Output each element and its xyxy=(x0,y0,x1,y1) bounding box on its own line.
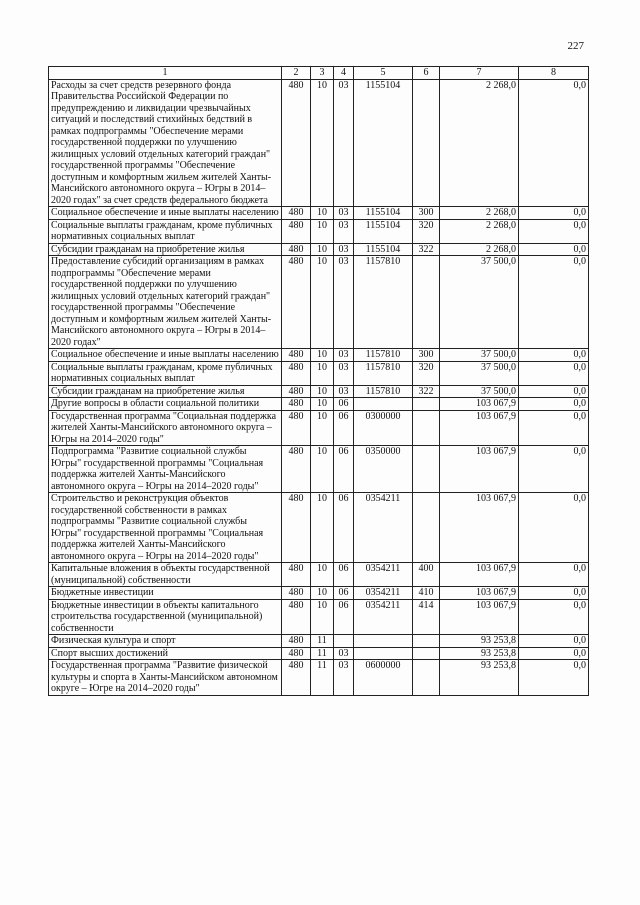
amount-cell: 37 500,0 xyxy=(440,385,519,398)
amount-cell: 2 268,0 xyxy=(440,219,519,243)
page-number: 227 xyxy=(567,40,584,52)
column-header: 2 xyxy=(282,67,311,80)
section-code-cell: 10 xyxy=(311,207,334,220)
row-name-cell: Подпрограмма "Развитие социальной службы Югры" государственной программы "Социальная поддержка жителей Ханты-Мансийского автономного округа – Югры на 2014–2020 годы" xyxy=(49,446,282,493)
subsection-code-cell: 03 xyxy=(334,349,354,362)
subsection-code-cell: 06 xyxy=(334,493,354,563)
expense-type-cell xyxy=(413,493,440,563)
row-name-cell: Предоставление субсидий организациям в рамках подпрограммы "Обеспечение мерами государственной поддержки по улучшению жилищных условий отдельных категорий граждан" государственной программы "Обеспечение доступным и комфортным жильем жителей Ханты-Мансийского автономного округа – Югры в 2014–2020 годах" xyxy=(49,256,282,349)
table-row xyxy=(49,635,589,648)
section-code-cell: 10 xyxy=(311,256,334,349)
amount-cell: 103 067,9 xyxy=(440,587,519,600)
table-row xyxy=(49,410,589,446)
section-code-cell: 10 xyxy=(311,349,334,362)
row-name-cell: Физическая культура и спорт xyxy=(49,635,282,648)
table-header-row xyxy=(49,67,589,80)
amount-cell: 0,0 xyxy=(519,599,589,635)
amount-cell: 37 500,0 xyxy=(440,349,519,362)
table-row xyxy=(49,385,589,398)
expense-type-cell xyxy=(413,647,440,660)
ministry-code-cell: 480 xyxy=(282,243,311,256)
column-header: 3 xyxy=(311,67,334,80)
subsection-code-cell xyxy=(334,635,354,648)
column-header: 8 xyxy=(519,67,589,80)
target-article-cell: 1155104 xyxy=(354,243,413,256)
subsection-code-cell: 03 xyxy=(334,361,354,385)
amount-cell: 103 067,9 xyxy=(440,398,519,411)
target-article-cell: 1155104 xyxy=(354,219,413,243)
expense-type-cell xyxy=(413,660,440,696)
amount-cell: 37 500,0 xyxy=(440,256,519,349)
amount-cell: 0,0 xyxy=(519,635,589,648)
expense-type-cell: 320 xyxy=(413,361,440,385)
budget-table xyxy=(48,66,589,696)
row-name-cell: Государственная программа "Развитие физической культуры и спорта в Ханты-Мансийском автономном округе – Югре на 2014–2020 годы" xyxy=(49,660,282,696)
target-article-cell: 1157810 xyxy=(354,385,413,398)
amount-cell: 0,0 xyxy=(519,79,589,207)
section-code-cell: 11 xyxy=(311,647,334,660)
row-name-cell: Расходы за счет средств резервного фонда Правительства Российской Федерации по предупреждению и ликвидации чрезвычайных ситуаций и последствий стихийных бедствий в рамках подпрограммы "Обеспечение мерами государственной поддержки по улучшению жилищных условий отдельных категорий граждан" государственной программы "Обеспечение доступным и комфортным жильем жителей Ханты-Мансийского автономного округа – Югры в 2014–2020 годах" за счет средств федерального бюджета xyxy=(49,79,282,207)
table-row xyxy=(49,398,589,411)
target-article-cell: 0354211 xyxy=(354,493,413,563)
ministry-code-cell: 480 xyxy=(282,660,311,696)
amount-cell: 37 500,0 xyxy=(440,361,519,385)
target-article-cell xyxy=(354,647,413,660)
section-code-cell: 10 xyxy=(311,599,334,635)
row-name-cell: Государственная программа "Социальная поддержка жителей Ханты-Мансийского автономного округа – Югры на 2014–2020 годы" xyxy=(49,410,282,446)
table-row xyxy=(49,349,589,362)
amount-cell: 103 067,9 xyxy=(440,599,519,635)
amount-cell: 93 253,8 xyxy=(440,660,519,696)
ministry-code-cell: 480 xyxy=(282,219,311,243)
expense-type-cell: 300 xyxy=(413,207,440,220)
table-row xyxy=(49,79,589,207)
table-row xyxy=(49,660,589,696)
target-article-cell: 0350000 xyxy=(354,446,413,493)
table-row xyxy=(49,446,589,493)
target-article-cell: 0354211 xyxy=(354,563,413,587)
table-row xyxy=(49,587,589,600)
expense-type-cell xyxy=(413,446,440,493)
amount-cell: 93 253,8 xyxy=(440,635,519,648)
expense-type-cell: 400 xyxy=(413,563,440,587)
section-code-cell: 10 xyxy=(311,563,334,587)
table-row xyxy=(49,563,589,587)
ministry-code-cell: 480 xyxy=(282,207,311,220)
expense-type-cell: 322 xyxy=(413,243,440,256)
section-code-cell: 10 xyxy=(311,446,334,493)
subsection-code-cell: 06 xyxy=(334,398,354,411)
target-article-cell: 0600000 xyxy=(354,660,413,696)
target-article-cell xyxy=(354,398,413,411)
target-article-cell: 1157810 xyxy=(354,256,413,349)
subsection-code-cell: 03 xyxy=(334,219,354,243)
table-row xyxy=(49,599,589,635)
target-article-cell: 0354211 xyxy=(354,599,413,635)
ministry-code-cell: 480 xyxy=(282,410,311,446)
amount-cell: 93 253,8 xyxy=(440,647,519,660)
table-row xyxy=(49,647,589,660)
table-row xyxy=(49,243,589,256)
section-code-cell: 10 xyxy=(311,398,334,411)
amount-cell: 103 067,9 xyxy=(440,493,519,563)
section-code-cell: 10 xyxy=(311,385,334,398)
target-article-cell: 1155104 xyxy=(354,207,413,220)
expense-type-cell xyxy=(413,256,440,349)
amount-cell: 0,0 xyxy=(519,256,589,349)
expense-type-cell: 410 xyxy=(413,587,440,600)
amount-cell: 0,0 xyxy=(519,385,589,398)
section-code-cell: 10 xyxy=(311,361,334,385)
subsection-code-cell: 03 xyxy=(334,256,354,349)
ministry-code-cell: 480 xyxy=(282,647,311,660)
subsection-code-cell: 03 xyxy=(334,647,354,660)
amount-cell: 103 067,9 xyxy=(440,410,519,446)
target-article-cell: 0300000 xyxy=(354,410,413,446)
amount-cell: 0,0 xyxy=(519,349,589,362)
table-row xyxy=(49,256,589,349)
section-code-cell: 10 xyxy=(311,493,334,563)
section-code-cell: 10 xyxy=(311,243,334,256)
row-name-cell: Социальное обеспечение и иные выплаты населению xyxy=(49,349,282,362)
row-name-cell: Другие вопросы в области социальной политики xyxy=(49,398,282,411)
ministry-code-cell: 480 xyxy=(282,563,311,587)
target-article-cell: 0354211 xyxy=(354,587,413,600)
table-row xyxy=(49,219,589,243)
column-header: 6 xyxy=(413,67,440,80)
column-header: 4 xyxy=(334,67,354,80)
row-name-cell: Строительство и реконструкция объектов государственной собственности в рамках подпрограммы "Развитие социальной службы Югры" государственной программы "Социальная поддержка жителей Ханты-Мансийского автономного округа – Югры на 2014–2020 годы" xyxy=(49,493,282,563)
subsection-code-cell: 03 xyxy=(334,660,354,696)
ministry-code-cell: 480 xyxy=(282,446,311,493)
section-code-cell: 10 xyxy=(311,79,334,207)
subsection-code-cell: 03 xyxy=(334,207,354,220)
subsection-code-cell: 06 xyxy=(334,410,354,446)
section-code-cell: 10 xyxy=(311,219,334,243)
amount-cell: 2 268,0 xyxy=(440,243,519,256)
amount-cell: 0,0 xyxy=(519,660,589,696)
ministry-code-cell: 480 xyxy=(282,385,311,398)
expense-type-cell xyxy=(413,79,440,207)
subsection-code-cell: 03 xyxy=(334,243,354,256)
subsection-code-cell: 03 xyxy=(334,385,354,398)
amount-cell: 0,0 xyxy=(519,410,589,446)
ministry-code-cell: 480 xyxy=(282,493,311,563)
amount-cell: 0,0 xyxy=(519,647,589,660)
ministry-code-cell: 480 xyxy=(282,398,311,411)
ministry-code-cell: 480 xyxy=(282,587,311,600)
section-code-cell: 11 xyxy=(311,660,334,696)
row-name-cell: Спорт высших достижений xyxy=(49,647,282,660)
expense-type-cell: 322 xyxy=(413,385,440,398)
amount-cell: 0,0 xyxy=(519,563,589,587)
target-article-cell xyxy=(354,635,413,648)
row-name-cell: Субсидии гражданам на приобретение жилья xyxy=(49,243,282,256)
amount-cell: 0,0 xyxy=(519,243,589,256)
section-code-cell: 11 xyxy=(311,635,334,648)
section-code-cell: 10 xyxy=(311,410,334,446)
amount-cell: 0,0 xyxy=(519,587,589,600)
row-name-cell: Бюджетные инвестиции xyxy=(49,587,282,600)
amount-cell: 2 268,0 xyxy=(440,79,519,207)
column-header: 7 xyxy=(440,67,519,80)
row-name-cell: Бюджетные инвестиции в объекты капитального строительства государственной (муниципальной) собственности xyxy=(49,599,282,635)
amount-cell: 0,0 xyxy=(519,219,589,243)
table-row xyxy=(49,493,589,563)
amount-cell: 0,0 xyxy=(519,493,589,563)
ministry-code-cell: 480 xyxy=(282,256,311,349)
expense-type-cell xyxy=(413,410,440,446)
amount-cell: 103 067,9 xyxy=(440,446,519,493)
ministry-code-cell: 480 xyxy=(282,635,311,648)
subsection-code-cell: 06 xyxy=(334,599,354,635)
ministry-code-cell: 480 xyxy=(282,79,311,207)
amount-cell: 0,0 xyxy=(519,398,589,411)
row-name-cell: Субсидии гражданам на приобретение жилья xyxy=(49,385,282,398)
subsection-code-cell: 06 xyxy=(334,563,354,587)
expense-type-cell: 320 xyxy=(413,219,440,243)
table-row xyxy=(49,207,589,220)
amount-cell: 103 067,9 xyxy=(440,563,519,587)
subsection-code-cell: 06 xyxy=(334,587,354,600)
row-name-cell: Социальные выплаты гражданам, кроме публичных нормативных социальных выплат xyxy=(49,219,282,243)
table-row xyxy=(49,361,589,385)
ministry-code-cell: 480 xyxy=(282,599,311,635)
amount-cell: 0,0 xyxy=(519,361,589,385)
amount-cell: 2 268,0 xyxy=(440,207,519,220)
table-body xyxy=(49,79,589,695)
column-header: 5 xyxy=(354,67,413,80)
subsection-code-cell: 03 xyxy=(334,79,354,207)
expense-type-cell xyxy=(413,635,440,648)
target-article-cell: 1157810 xyxy=(354,361,413,385)
expense-type-cell: 414 xyxy=(413,599,440,635)
column-header: 1 xyxy=(49,67,282,80)
target-article-cell: 1155104 xyxy=(354,79,413,207)
expense-type-cell: 300 xyxy=(413,349,440,362)
row-name-cell: Социальное обеспечение и иные выплаты населению xyxy=(49,207,282,220)
section-code-cell: 10 xyxy=(311,587,334,600)
target-article-cell: 1157810 xyxy=(354,349,413,362)
amount-cell: 0,0 xyxy=(519,207,589,220)
amount-cell: 0,0 xyxy=(519,446,589,493)
ministry-code-cell: 480 xyxy=(282,349,311,362)
ministry-code-cell: 480 xyxy=(282,361,311,385)
expense-type-cell xyxy=(413,398,440,411)
row-name-cell: Социальные выплаты гражданам, кроме публичных нормативных социальных выплат xyxy=(49,361,282,385)
row-name-cell: Капитальные вложения в объекты государственной (муниципальной) собственности xyxy=(49,563,282,587)
subsection-code-cell: 06 xyxy=(334,446,354,493)
